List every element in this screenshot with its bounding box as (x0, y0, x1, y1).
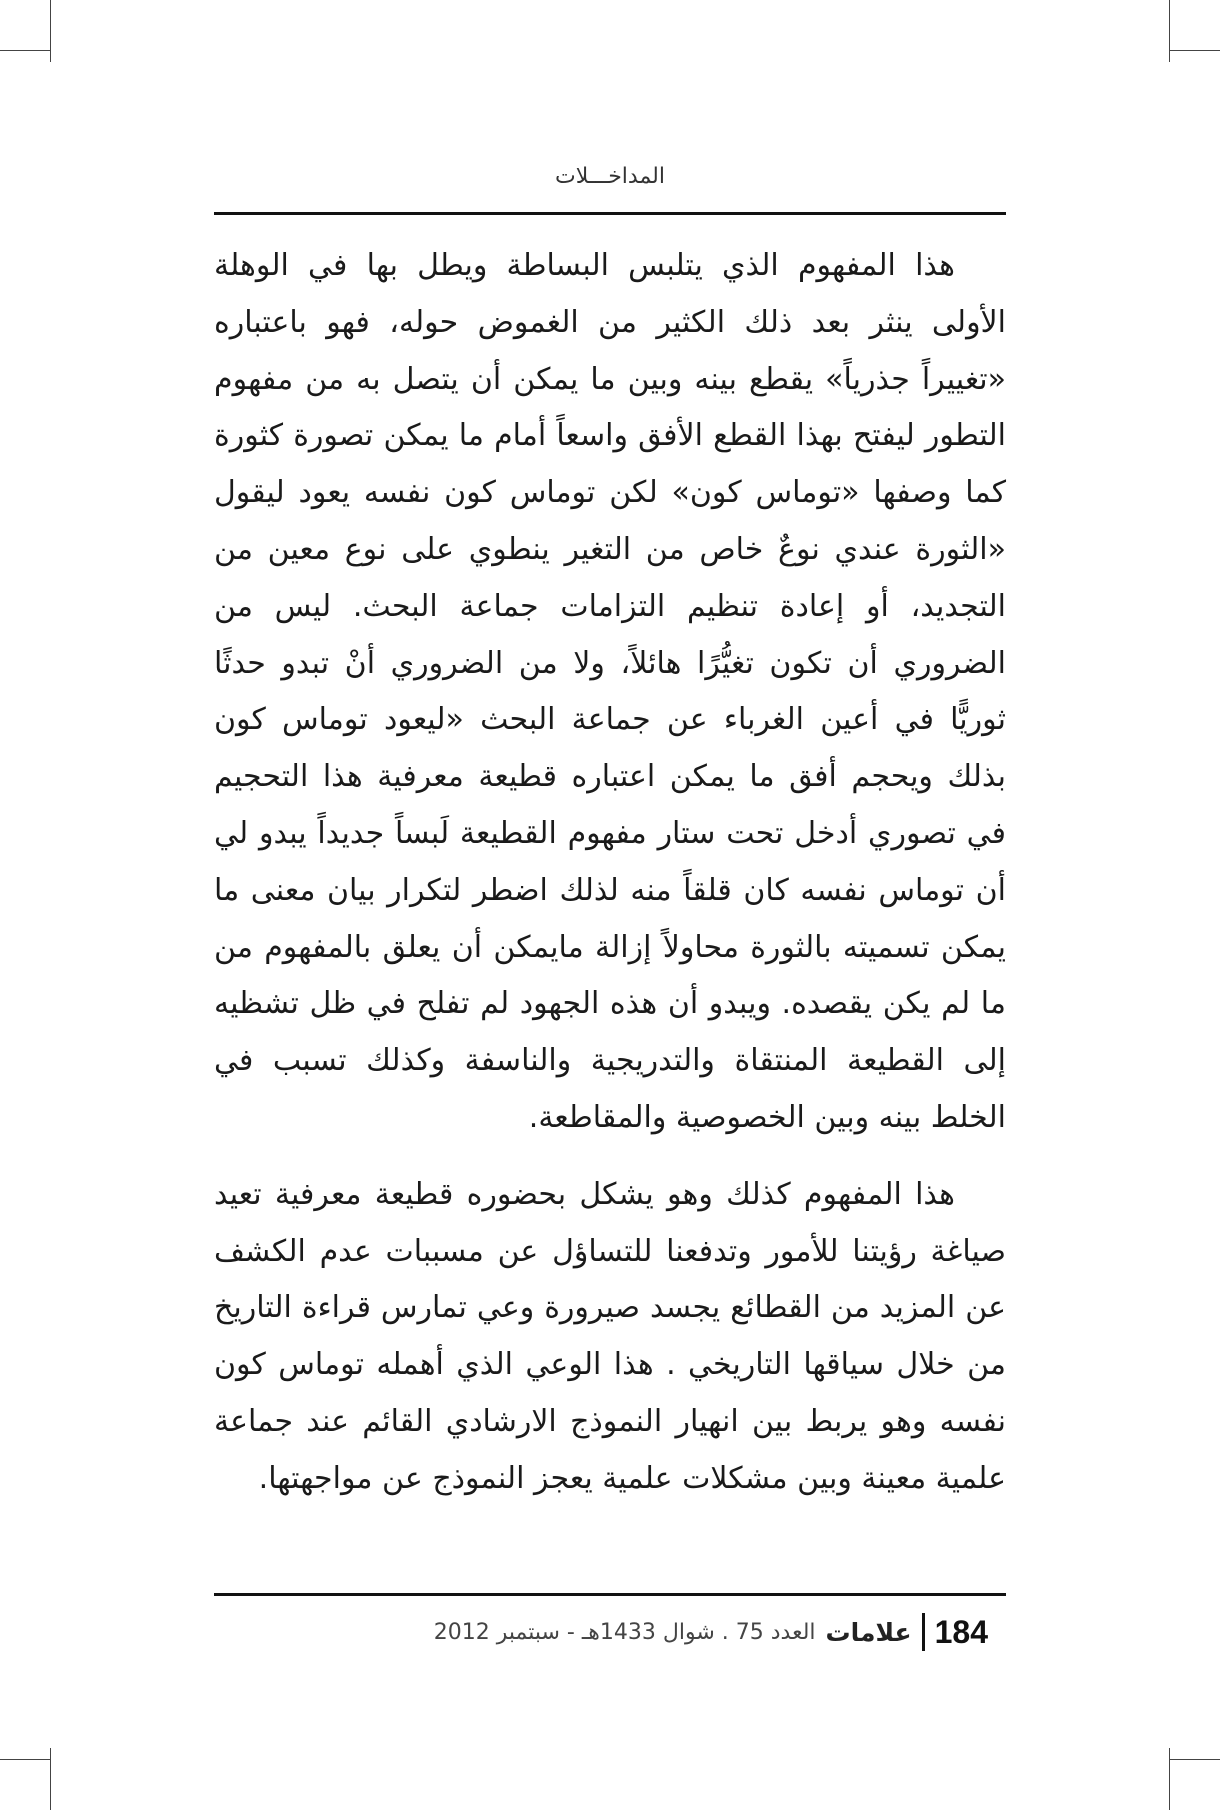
issue-info: العدد 75 . شوال 1433هـ - سبتمبر 2012 (433, 1619, 816, 1645)
section-title: المداخـــلات (555, 164, 665, 189)
crop-mark-bottom-right-h (1170, 1759, 1220, 1760)
paragraph-1: هذا المفهوم الذي يتلبس البساطة ويطل بها في الوهلة الأولى ينثر بعد ذلك الكثير من الغموض حوله، فهو باعتباره «تغييراً جذرياً» يقطع بينه وبين ما يمكن أن يتصل به من مفهوم التطور ليفتح بهذا القطع الأفق واسعاً أمام ما يمكن تصورة كثورة كما وصفها «توماس كون» لكن توماس كون نفسه يعود ليقول «الثورة عندي نوعٌ خاص من التغير ينطوي على نوع معين من التجديد، أو إعادة تنظيم التزامات جماعة البحث. ليس من الضروري أن تكون تغيُّرًا هائلاً، ولا من الضروري أنْ تبدو حدثًا ثوريًّا في أعين الغرباء عن جماعة البحث «ليعود توماس كون بذلك ويحجم أفق ما يمكن اعتباره قطيعة معرفية هذا التحجيم في تصوري أدخل تحت ستار مفهوم القطيعة لَبساً جديداً يبدو لي أن توماس نفسه كان قلقاً منه لذلك اضطر لتكرار بيان معنى ما يمكن تسميته بالثورة محاولاً إزالة مايمكن أن يعلق بالمفهوم من ما لم يكن يقصده. ويبدو أن هذه الجهود لم تفلح في ظل تشظيه إلى القطيعة المنتقاة والتدريجية والناسفة وكذلك تسبب في الخلط بينه وبين الخصوصية والمقاطعة. (214, 248, 1006, 1135)
header-rule (214, 212, 1006, 215)
article-body (214, 238, 1006, 1508)
page-number: 184 (934, 1613, 988, 1650)
crop-mark-top-left-h (0, 50, 50, 51)
crop-mark-top-right-h (1170, 50, 1220, 51)
crop-mark-top-left (50, 0, 51, 62)
footer-rule (214, 1593, 1006, 1596)
crop-mark-bottom-right (1169, 1748, 1170, 1810)
crop-mark-top-right (1169, 0, 1170, 62)
page-footer (214, 1607, 1006, 1657)
crop-mark-bottom-left (50, 1748, 51, 1810)
paragraph-2: هذا المفهوم كذلك وهو يشكل بحضوره قطيعة معرفية تعيد صياغة رؤيتنا للأمور وتدفعنا للتساؤل عن مسببات عدم الكشف عن المزيد من القطائع يجسد صيرورة وعي تمارس قراءة التاريخ من خلال سياقها التاريخي . هذا الوعي الذي أهمله توماس كون نفسه وهو يربط بين انهيار النموذج الارشادي القائم عند جماعة علمية معينة وبين مشكلات علمية يعجز النموذج عن مواجهتها. (214, 1176, 1006, 1496)
footer-divider (922, 1613, 925, 1651)
journal-logo: علامات (825, 1617, 912, 1647)
crop-mark-bottom-left-h (0, 1759, 50, 1760)
